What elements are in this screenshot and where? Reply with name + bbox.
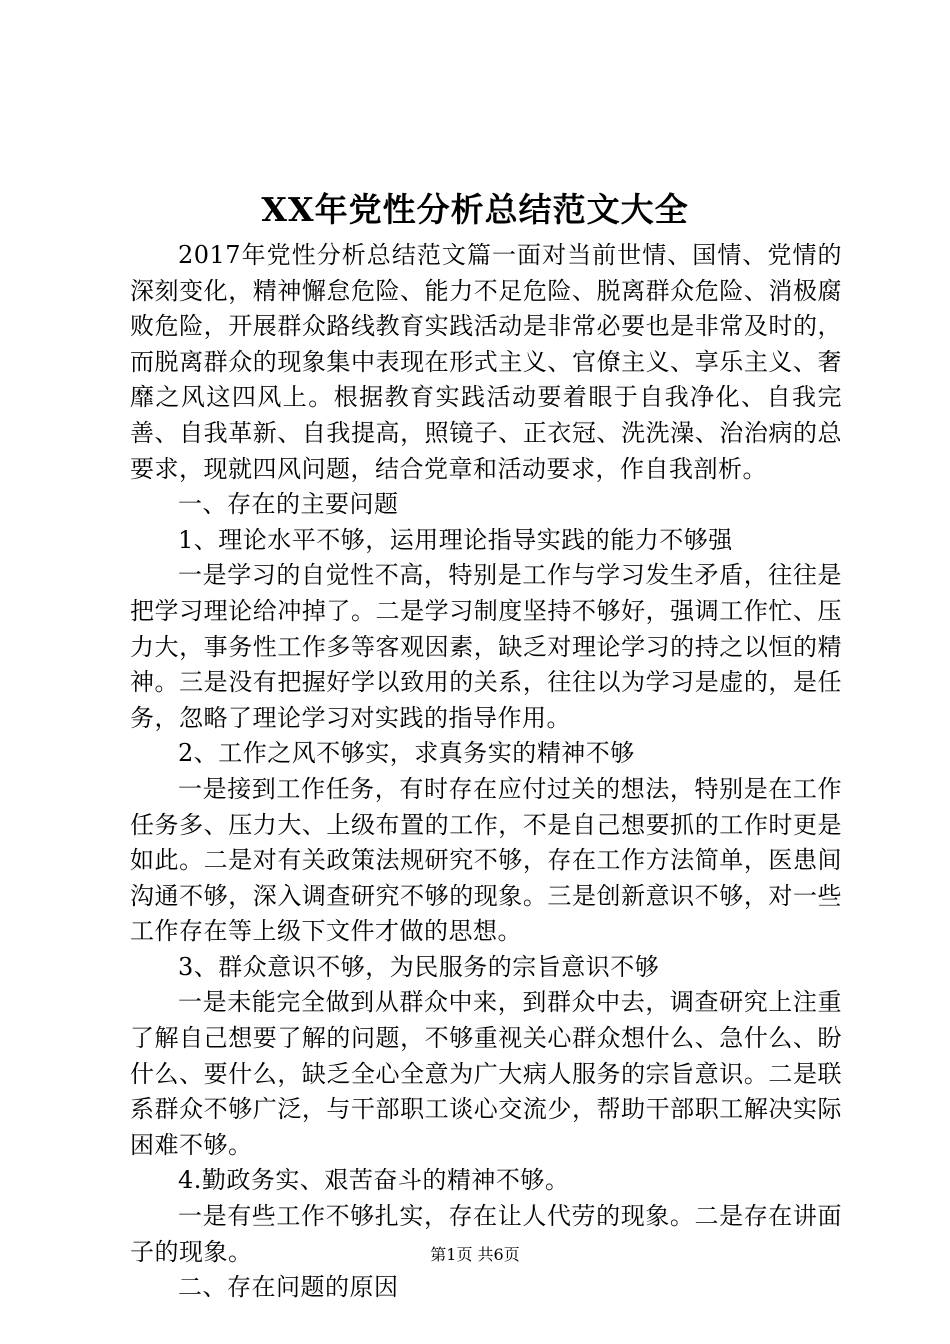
subheading-work-style: 2、工作之风不够实，求真务实的精神不够 <box>178 739 635 768</box>
section-heading-problems: 一、存在的主要问题 <box>178 490 399 519</box>
page-number-footer: 第1页 共6页 <box>430 1245 520 1264</box>
paragraph-intro: 2017年党性分析总结范文篇一面对当前世情、国情、党情的深刻变化，精神懈怠危险、能力不足危险、脱离群众危险、消极腐败危险，开展群众路线教育实践活动是非常必要也是非常及时的，而脱离群众的现象集中表现在形式主义、官僚主义、享乐主义、奢靡之风这四风上。根据教育实践活动要着眼于自我净化、自我完善、自我革新、自我提高，照镜子、正衣冠、洗洗澡、治治病的总要求，现就四风问题，结合党章和活动要求，作自我剖析。 <box>130 241 842 483</box>
paragraph-work-style: 一是接到工作任务，有时存在应付过关的想法，特别是在工作任务多、压力大、上级布置的工作，不是自己想要抓的工作时更是如此。二是对有关政策法规研究不够，存在工作方法简单，医患间沟通不够，深入调查研究不够的现象。三是创新意识不够，对一些工作存在等上级下文件才做的思想。 <box>130 774 842 946</box>
subheading-diligence: 4.勤政务实、艰苦奋斗的精神不够。 <box>178 1166 570 1195</box>
paragraph-mass-awareness: 一是未能完全做到从群众中来，到群众中去，调查研究上注重了解自己想要了解的问题，不够重视关心群众想什么、急什么、盼什么、要什么，缺乏全心全意为广大病人服务的宗旨意识。二是联系群众不够广泛，与干部职工谈心交流少，帮助干部职工解决实际困难不够。 <box>130 988 842 1159</box>
paragraph-diligence: 一是有些工作不够扎实，存在让人代劳的现象。二是存在讲面子的现象。 <box>130 1202 842 1266</box>
subheading-mass-awareness: 3、群众意识不够，为民服务的宗旨意识不够 <box>178 952 660 981</box>
subheading-theory: 1、理论水平不够，运用理论指导实践的能力不够强 <box>178 525 733 554</box>
section-heading-causes: 二、存在问题的原因 <box>178 1273 399 1302</box>
paragraph-theory: 一是学习的自觉性不高，特别是工作与学习发生矛盾，往往是把学习理论给冲掉了。二是学习制度坚持不够好，强调工作忙、压力大，事务性工作多等客观因素，缺乏对理论学习的持之以恒的精神。三是没有把握好学以致用的关系，往往以为学习是虚的，是任务，忽略了理论学习对实践的指导作用。 <box>130 561 842 732</box>
document-title: XX年党性分析总结范文大全 <box>261 190 689 229</box>
document-body <box>130 238 842 1306</box>
